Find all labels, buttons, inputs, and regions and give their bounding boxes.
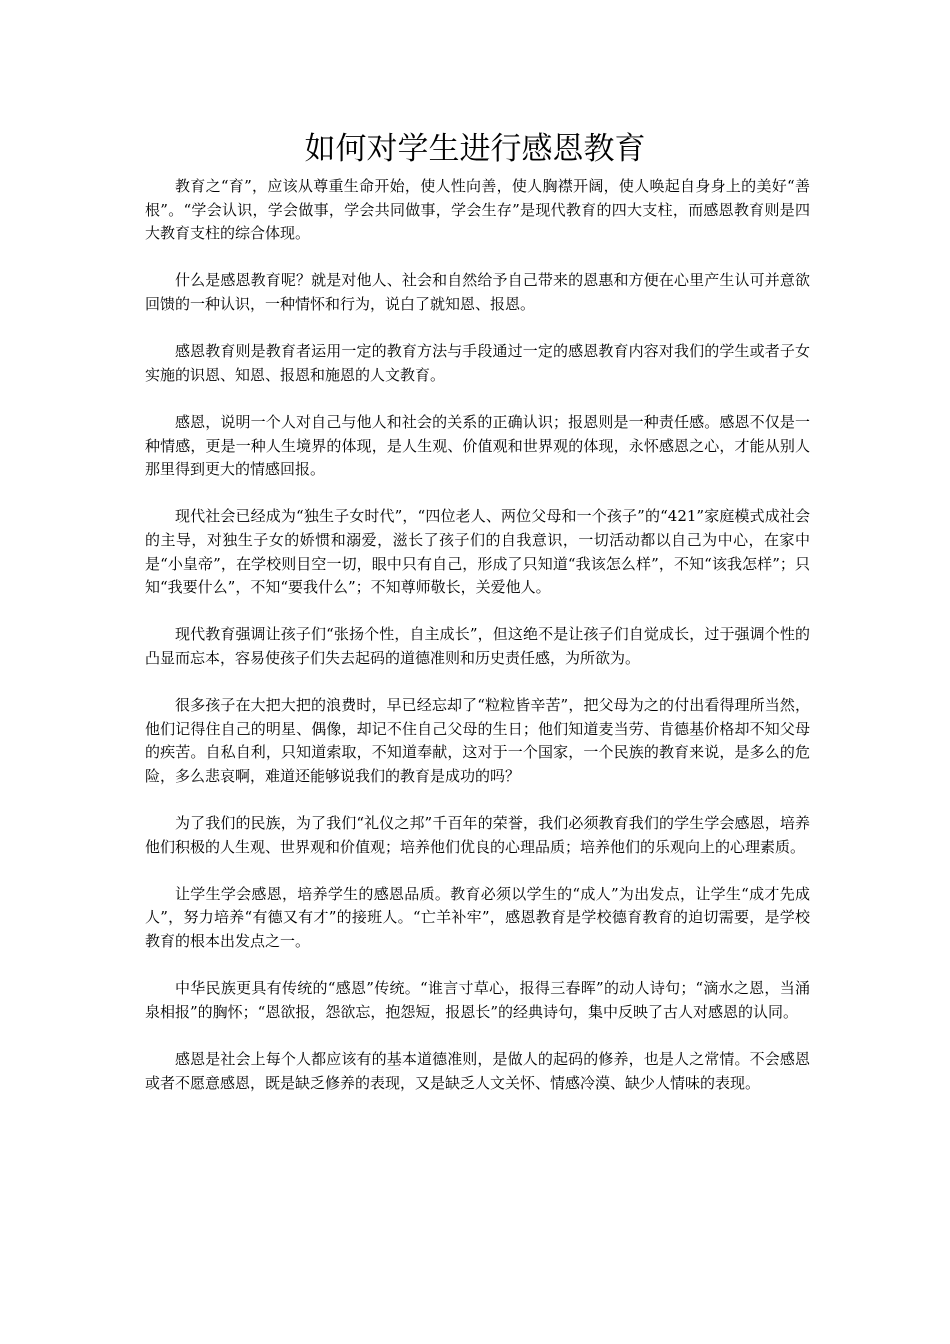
paragraph: 现代教育强调让孩子们“张扬个性，自主成长”，但这绝不是让孩子们自觉成长，过于强调个性的凸显而忘本，容易使孩子们失去起码的道德准则和历史责任感，为所欲为。 bbox=[145, 625, 810, 667]
paragraph: 很多孩子在大把大把的浪费时，早已经忘却了“粒粒皆辛苦”，把父母为之的付出看得理所当然，他们记得住自己的明星、偶像，却记不住自己父母的生日；他们知道麦当劳、肯德基价格却不知父母的疾苦。自私自利，只知道索取，不知道奉献，这对于一个国家，一个民族的教育来说，是多么的危险，多么悲哀啊，难道还能够说我们的教育是成功的吗？ bbox=[145, 696, 810, 785]
paragraph: 教育之“育”，应该从尊重生命开始，使人性向善，使人胸襟开阔，使人唤起自身身上的美好“善根”。“学会认识，学会做事，学会共同做事，学会生存”是现代教育的四大支柱，而感恩教育则是四大教育支柱的综合体现。 bbox=[145, 177, 810, 243]
paragraph: 现代社会已经成为“独生子女时代”，“四位老人、两位父母和一个孩子”的“421”家庭模式成社会的主导，对独生子女的娇惯和溺爱，滋长了孩子们的自我意识，一切活动都以自己为中心，在家中是“小皇帝”，在学校则目空一切，眼中只有自己，形成了只知道“我该怎么样”，不知“该我怎样”；只知“我要什么”，不知“要我什么”；不知尊师敬长，关爱他人。 bbox=[145, 507, 810, 597]
document-title: 如何对学生进行感恩教育 bbox=[304, 131, 646, 167]
paragraph: 让学生学会感恩，培养学生的感恩品质。教育必须以学生的“成人”为出发点，让学生“成才先成人”，努力培养“有德又有才”的接班人。“亡羊补牢”，感恩教育是学校德育教育的迫切需要，是学校教育的根本出发点之一。 bbox=[145, 884, 810, 950]
document-body bbox=[145, 175, 810, 1095]
paragraph: 感恩教育则是教育者运用一定的教育方法与手段通过一定的感恩教育内容对我们的学生或者子女实施的识恩、知恩、报恩和施恩的人文教育。 bbox=[145, 342, 810, 384]
paragraph: 什么是感恩教育呢？就是对他人、社会和自然给予自己带来的恩惠和方便在心里产生认可并意欲回馈的一种认识，一种情怀和行为，说白了就知恩、报恩。 bbox=[145, 271, 810, 313]
paragraph: 感恩是社会上每个人都应该有的基本道德准则，是做人的起码的修养，也是人之常情。不会感恩或者不愿意感恩，既是缺乏修养的表现，又是缺乏人文关怀、情感冷漠、缺少人情味的表现。 bbox=[145, 1049, 810, 1092]
paragraph: 为了我们的民族，为了我们“礼仪之邦”千百年的荣誉，我们必须教育我们的学生学会感恩，培养他们积极的人生观、世界观和价值观；培养他们优良的心理品质；培养他们的乐观向上的心理素质。 bbox=[145, 814, 810, 856]
paragraph: 感恩，说明一个人对自己与他人和社会的关系的正确认识；报恩则是一种责任感。感恩不仅是一种情感，更是一种人生境界的体现，是人生观、价值观和世界观的体现，永怀感恩之心，才能从别人那里得到更大的情感回报。 bbox=[145, 412, 810, 479]
paragraph: 中华民族更具有传统的“感恩”传统。“谁言寸草心，报得三春晖”的动人诗句；“滴水之恩，当涌泉相报”的胸怀；“恩欲报，怨欲忘，抱怨短，报恩长”的经典诗句，集中反映了古人对感恩的认同。 bbox=[145, 979, 810, 1021]
